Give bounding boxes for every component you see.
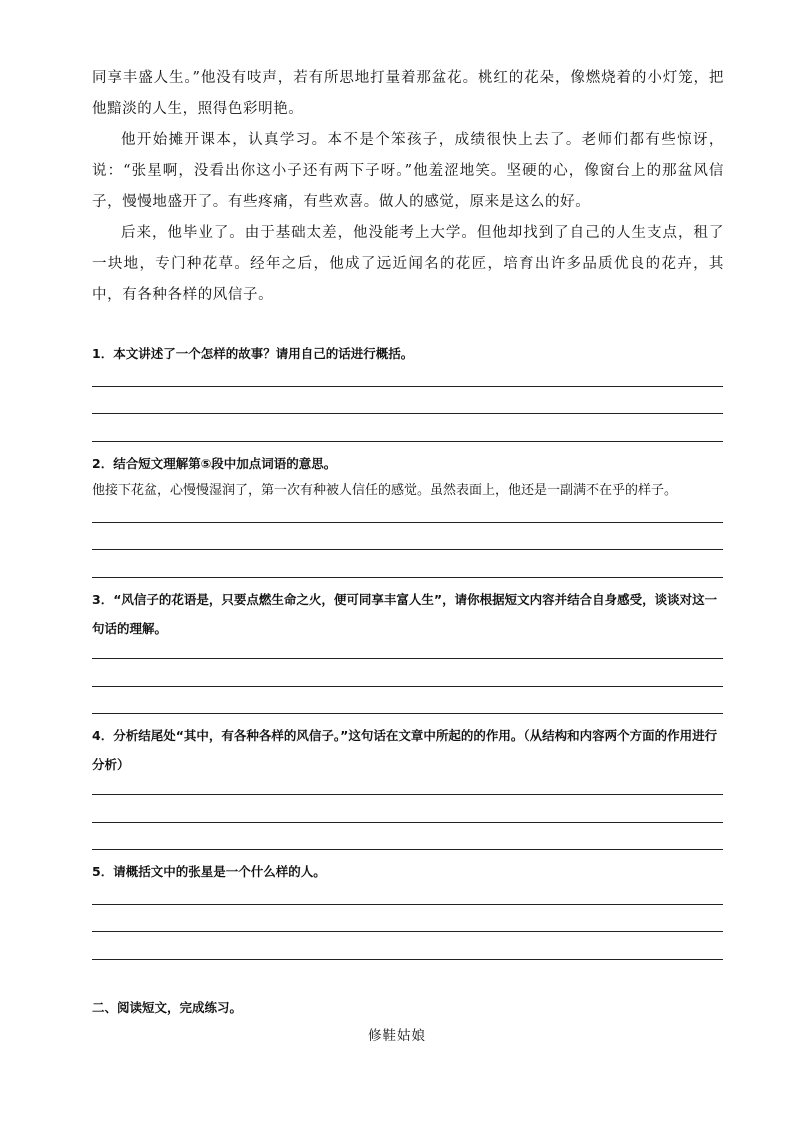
answer-line[interactable] [92,822,723,823]
answer-line[interactable] [92,441,723,442]
question-2-quote: 他接下花盆，心慢慢湿润了，第一次有种被人信任的感觉。虽然表面上，他还是一副满不在乎的样子。 [92,483,678,498]
answer-line[interactable] [92,413,723,414]
passage-title: 修鞋姑娘 [368,1028,426,1044]
question-3: 3．“风信子的花语是，只要点燃生命之火，便可同享丰富人生”，请你根据短文内容并结合自身感受，谈谈对这一句话的理解。 [92,592,718,636]
question-1: 1．本文讲述了一个怎样的故事？请用自己的话进行概括。 [92,346,414,361]
answer-line[interactable] [92,658,723,659]
question-2: 2．结合短文理解第⑤段中加点词语的意思。 [92,456,337,471]
answer-line[interactable] [92,577,723,578]
answer-line[interactable] [92,904,723,905]
answer-line[interactable] [92,959,723,960]
question-4: 4．分析结尾处“其中，有各种各样的风信子。”这句话在文章中所起的的作用。（从结构和内容两个方面的作用进行分析） [92,728,718,772]
story-paragraph-3: 后来，他毕业了。由于基础太差，他没能考上大学。但他却找到了自己的人生支点，租了一块地，专门种花草。经年之后，他成了远近闻名的花匠，培育出许多品质优良的花卉，其中，有各种各样的风信子。 [92,225,724,303]
answer-line[interactable] [92,713,723,714]
answer-line[interactable] [92,794,723,795]
question-5: 5．请概括文中的张星是一个什么样的人。 [92,864,326,879]
answer-line[interactable] [92,931,723,932]
section-heading: 二、阅读短文，完成练习。 [92,1000,243,1015]
answer-line[interactable] [92,549,723,550]
answer-line[interactable] [92,522,723,523]
story-paragraph-2: 他开始摊开课本，认真学习。本不是个笨孩子，成绩很快上去了。老师们都有些惊讶，说：“张星啊，没看出你这小子还有两下子呀。”他羞涩地笑。坚硬的心，像窗台上的那盆风信子，慢慢地盛开了。有些疼痛，有些欢喜。做人的感觉，原来是这么的好。 [92,132,724,210]
story-paragraph-1: 同享丰盛人生。”他没有吱声，若有所思地打量着那盆花。桃红的花朵，像燃烧着的小灯笼，把他黯淡的人生，照得色彩明艳。 [92,70,724,117]
answer-line[interactable] [92,849,723,850]
answer-line[interactable] [92,386,723,387]
answer-line[interactable] [92,686,723,687]
